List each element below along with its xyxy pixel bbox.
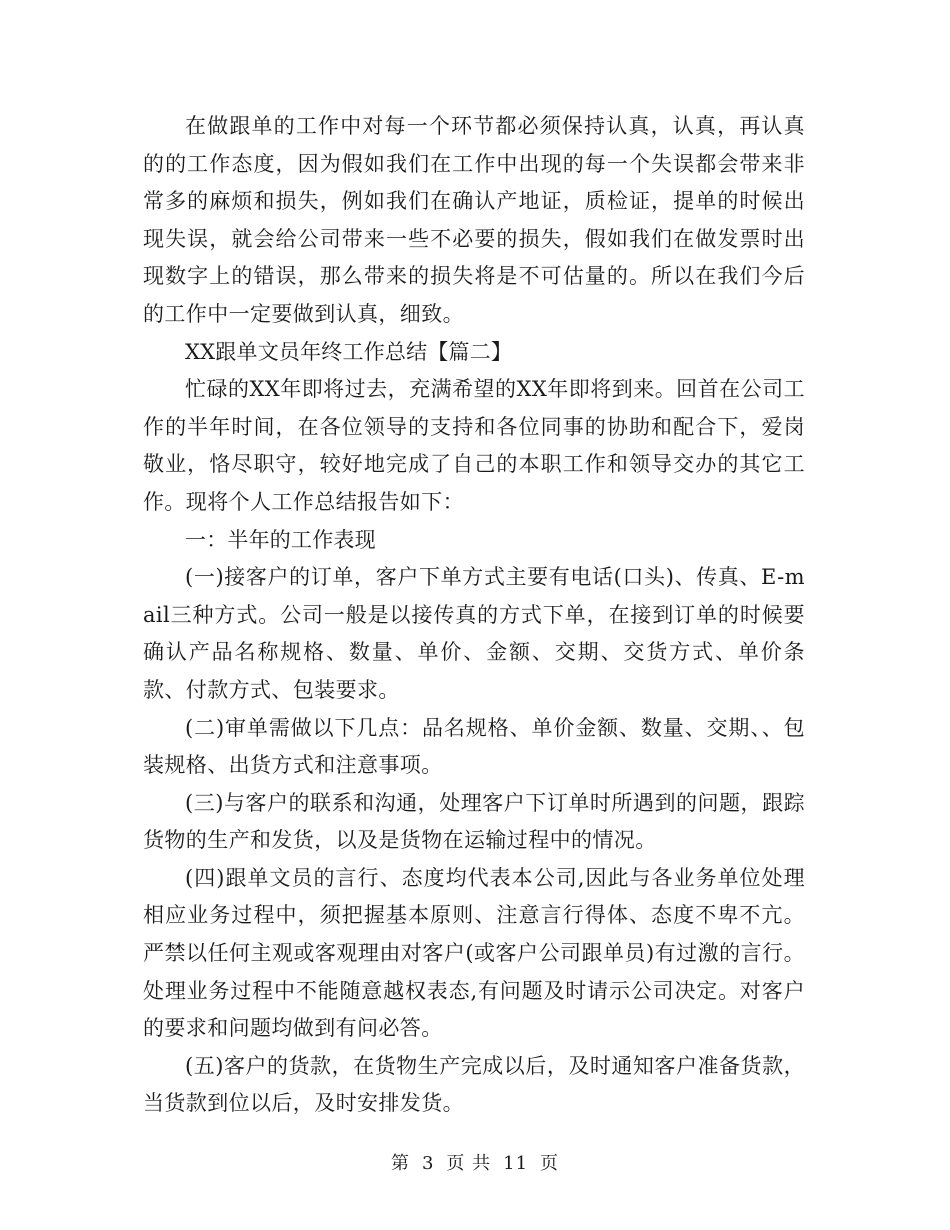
- section-heading-work-performance: 一：半年的工作表现: [185, 527, 376, 552]
- paragraph-item-1: (一)接客户的订单，客户下单方式主要有电话(口头)、传真、E-mail三种方式。公司一般是以接传真的方式下单，在接到订单的时候要确认产品名称规格、数量、单价、金额、交期、交货方式、单价条款、付款方式、包装要求。: [143, 565, 805, 702]
- paragraph-item-2: (二)审单需做以下几点：品名规格、单价金额、数量、交期、、包装规格、出货方式和注意事项。: [143, 715, 805, 778]
- page-footer: [0, 1152, 950, 1176]
- paragraph-item-4: (四)跟单文员的言行、态度均代表本公司,因此与各业务单位处理相应业务过程中，须把握基本原则、注意言行得体、态度不卑不亢。严禁以任何主观或客观理由对客户(或客户公司跟单员)有过激的言行。处理业务过程中不能随意越权表态,有问题及时请示公司决定。对客户的要求和问题均做到有问必答。: [143, 865, 805, 1041]
- document-body: [143, 108, 805, 1123]
- section-heading-part-two: XX跟单文员年终工作总结【篇二】: [185, 339, 513, 364]
- paragraph-carefulness: 在做跟单的工作中对每一个环节都必须保持认真，认真，再认真的的工作态度，因为假如我们在工作中出现的每一个失误都会带来非常多的麻烦和损失，例如我们在确认产地证，质检证，提单的时候出现失误，就会给公司带来一些不必要的损失，假如我们在做发票时出现数字上的错误，那么带来的损失将是不可估量的。所以在我们今后的工作中一定要做到认真，细致。: [143, 114, 805, 326]
- footer-suffix: 页: [540, 1153, 560, 1174]
- footer-page-number: 3: [421, 1153, 435, 1174]
- paragraph-item-5: (五)客户的货款，在货物生产完成以后，及时通知客户准备货款，当货款到位以后，及时安排发货。: [143, 1053, 805, 1116]
- footer-prefix: 第: [390, 1153, 410, 1174]
- footer-middle: 页 共: [446, 1153, 492, 1174]
- paragraph-item-3: (三)与客户的联系和沟通，处理客户下订单时所遇到的问题，跟踪货物的生产和发货，以及是货物在运输过程中的情况。: [143, 790, 805, 853]
- footer-total-pages: 11: [503, 1153, 529, 1174]
- paragraph-intro: 忙碌的XX年即将过去，充满希望的XX年即将到来。回首在公司工作的半年时间，在各位领导的支持和各位同事的协助和配合下，爱岗敬业，恪尽职守，较好地完成了自己的本职工作和领导交办的其它工作。现将个人工作总结报告如下：: [143, 377, 805, 514]
